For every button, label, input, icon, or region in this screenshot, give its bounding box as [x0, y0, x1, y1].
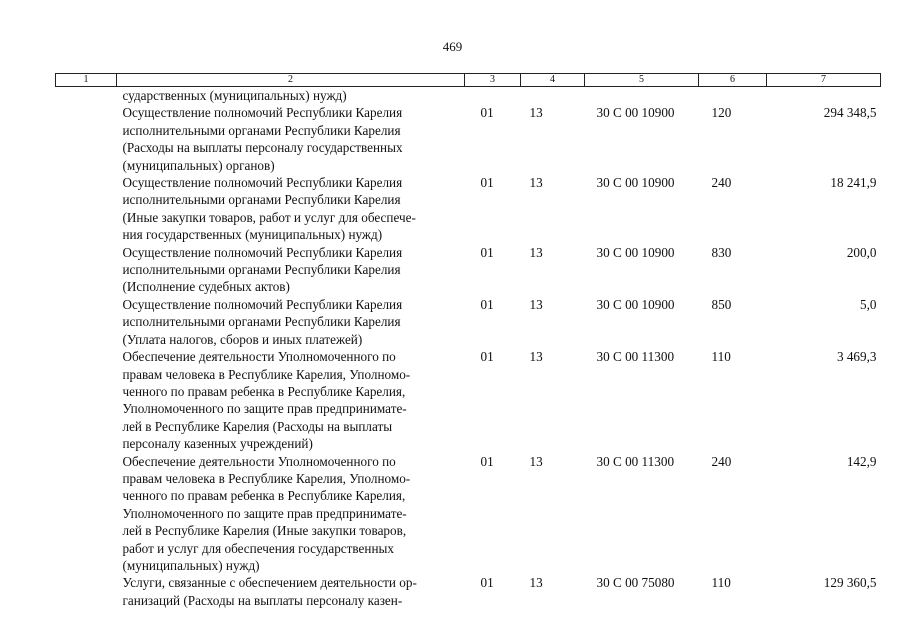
- description-line: Уполномоченного по защите прав предпринимате-: [122, 401, 407, 417]
- table-row: [56, 87, 881, 105]
- column-header-1: 1: [56, 74, 117, 87]
- target-article-code: 30 С 00 10900: [596, 175, 675, 191]
- amount: 294 348,5: [823, 105, 877, 121]
- table-row: [56, 174, 881, 244]
- description-line: правам человека в Республике Карелия, Уполномо-: [122, 366, 411, 382]
- column-header-5: 5: [585, 74, 699, 87]
- amount: 5,0: [860, 296, 877, 312]
- expense-type-code: 110: [711, 349, 731, 365]
- description-line: ганизаций (Расходы на выплаты персоналу казен-: [122, 592, 403, 608]
- page-number: 469: [442, 39, 463, 54]
- section-code: 01: [480, 296, 494, 312]
- subsection-code: 13: [529, 105, 543, 121]
- description-line: ния государственных (муниципальных) нужд): [122, 227, 383, 243]
- column-number-header-row: [56, 74, 881, 87]
- target-article-code: 30 С 00 10900: [596, 296, 675, 312]
- description-line: исполнительными органами Республики Карелия: [122, 122, 401, 138]
- table-row: [56, 104, 881, 174]
- description-line: исполнительными органами Республики Карелия: [122, 314, 401, 330]
- table-row: [56, 348, 881, 452]
- description-line: Осуществление полномочий Республики Карелия: [122, 296, 403, 312]
- description-line: Обеспечение деятельности Уполномоченного по: [122, 453, 396, 469]
- row-number-cell: [56, 244, 117, 296]
- subsection-code: 13: [529, 575, 543, 591]
- amount: 3 469,3: [836, 349, 877, 365]
- target-article-code: 30 С 00 11300: [596, 453, 675, 469]
- table-row: [56, 574, 881, 609]
- target-article-code: [585, 87, 699, 105]
- amount: 18 241,9: [830, 175, 877, 191]
- column-header-4: 4: [521, 74, 585, 87]
- expense-description: [117, 87, 465, 105]
- subsection-code: 13: [529, 244, 543, 260]
- section-code: 01: [480, 349, 494, 365]
- description-line: правам человека в Республике Карелия, Уполномо-: [122, 470, 411, 486]
- description-line: Обеспечение деятельности Уполномоченного по: [122, 349, 396, 365]
- subsection-code: 13: [529, 453, 543, 469]
- target-article-code: 30 С 00 10900: [596, 244, 675, 260]
- subsection-code: 13: [529, 296, 543, 312]
- amount: 142,9: [846, 453, 877, 469]
- description-line: (муниципальных) органов): [122, 157, 275, 173]
- section-code: 01: [480, 175, 494, 191]
- section-code: [465, 87, 521, 105]
- description-line: персоналу казенных учреждений): [122, 436, 313, 452]
- amount: [767, 87, 881, 105]
- description-line: Услуги, связанные с обеспечением деятельности ор-: [122, 575, 417, 591]
- description-line: (Исполнение судебных актов): [122, 279, 290, 295]
- column-header-6: 6: [699, 74, 767, 87]
- description-line: ченного по правам ребенка в Республике Карелия,: [122, 488, 406, 504]
- expense-type-code: 120: [711, 105, 732, 121]
- amount: 129 360,5: [823, 575, 877, 591]
- expense-description: [117, 453, 465, 575]
- column-header-3: 3: [465, 74, 521, 87]
- expense-description: [117, 104, 465, 174]
- description-line: (Расходы на выплаты персоналу государственных: [122, 140, 403, 156]
- section-code: 01: [480, 453, 494, 469]
- description-line: Осуществление полномочий Республики Карелия: [122, 105, 403, 121]
- description-line: исполнительными органами Республики Карелия: [122, 262, 401, 278]
- description-line: сударственных (муниципальных) нужд): [122, 88, 347, 103]
- row-number-cell: [56, 453, 117, 575]
- description-line: Осуществление полномочий Республики Карелия: [122, 175, 403, 191]
- expense-type-code: 240: [711, 453, 732, 469]
- subsection-code: 13: [529, 349, 543, 365]
- description-line: лей в Республике Карелия (Иные закупки товаров,: [122, 523, 407, 539]
- expense-type-code: [699, 87, 767, 105]
- description-line: ченного по правам ребенка в Республике Карелия,: [122, 383, 406, 399]
- row-number-cell: [56, 348, 117, 452]
- table-row: [56, 453, 881, 575]
- description-line: (Иные закупки товаров, работ и услуг для обеспече-: [122, 209, 416, 225]
- description-line: Уполномоченного по защите прав предпринимате-: [122, 505, 407, 521]
- table-body: [56, 87, 881, 610]
- amount: 200,0: [846, 244, 877, 260]
- column-header-2: 2: [117, 74, 465, 87]
- target-article-code: 30 С 00 10900: [596, 105, 675, 121]
- description-line: (Уплата налогов, сборов и иных платежей): [122, 331, 363, 347]
- expense-description: [117, 174, 465, 244]
- expense-type-code: 830: [711, 244, 732, 260]
- row-number-cell: [56, 574, 117, 609]
- table-row: [56, 296, 881, 348]
- table-row: [56, 244, 881, 296]
- expense-description: [117, 296, 465, 348]
- budget-table: [55, 73, 881, 609]
- row-number-cell: [56, 87, 117, 105]
- expense-type-code: 850: [711, 296, 732, 312]
- description-line: (муниципальных) нужд): [122, 557, 260, 573]
- subsection-code: 13: [529, 175, 543, 191]
- subsection-code: [521, 87, 585, 105]
- row-number-cell: [56, 174, 117, 244]
- description-line: лей в Республике Карелия (Расходы на выплаты: [122, 418, 393, 434]
- expense-description: [117, 574, 465, 609]
- section-code: 01: [480, 105, 494, 121]
- description-line: работ и услуг для обеспечения государственных: [122, 540, 394, 556]
- target-article-code: 30 С 00 75080: [596, 575, 675, 591]
- column-header-7: 7: [767, 74, 881, 87]
- row-number-cell: [56, 104, 117, 174]
- expense-type-code: 240: [711, 175, 732, 191]
- expense-type-code: 110: [711, 575, 731, 591]
- target-article-code: 30 С 00 11300: [596, 349, 675, 365]
- row-number-cell: [56, 296, 117, 348]
- expense-description: [117, 348, 465, 452]
- section-code: 01: [480, 575, 494, 591]
- description-line: Осуществление полномочий Республики Карелия: [122, 244, 403, 260]
- description-line: исполнительными органами Республики Карелия: [122, 192, 401, 208]
- section-code: 01: [480, 244, 494, 260]
- expense-description: [117, 244, 465, 296]
